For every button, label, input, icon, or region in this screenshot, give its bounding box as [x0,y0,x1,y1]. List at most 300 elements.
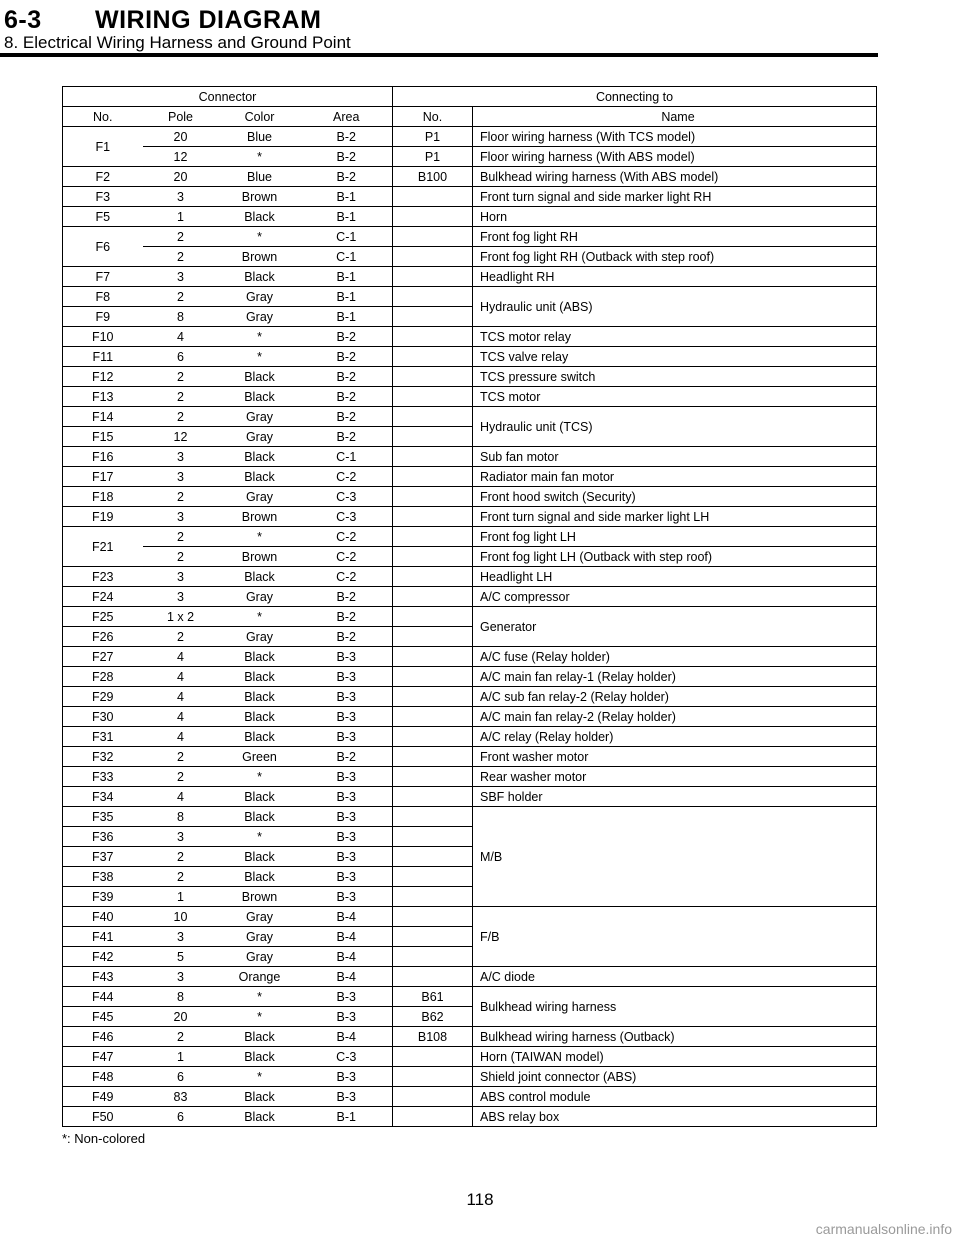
cell-area: C-1 [301,447,393,467]
table-row [63,187,877,207]
cell-connector-no: F38 [63,867,143,887]
footnote: *: Non-colored [62,1131,146,1146]
cell-to-no [393,587,473,607]
cell-to-no [393,707,473,727]
cell-area: B-3 [301,767,393,787]
cell-name: Horn [473,207,877,227]
table-row [63,567,877,587]
cell-name: Sub fan motor [473,447,877,467]
cell-to-no [393,487,473,507]
cell-area: B-4 [301,907,393,927]
cell-area: B-2 [301,607,393,627]
cell-pole: 2 [143,1027,219,1047]
cell-area: B-3 [301,807,393,827]
connecting-to-group-header: Connecting to [393,87,877,107]
cell-area: B-2 [301,327,393,347]
cell-pole: 3 [143,447,219,467]
cell-connector-no: F37 [63,847,143,867]
cell-to-no [393,367,473,387]
cell-color: Gray [219,947,301,967]
cell-connector-no: F33 [63,767,143,787]
cell-pole: 6 [143,1067,219,1087]
cell-pole: 3 [143,967,219,987]
cell-connector-no: F17 [63,467,143,487]
cell-name: Generator [473,607,877,647]
cell-area: B-3 [301,1067,393,1087]
cell-color: Black [219,1107,301,1127]
cell-to-no [393,967,473,987]
cell-name: A/C sub fan relay-2 (Relay holder) [473,687,877,707]
cell-name: Bulkhead wiring harness (Outback) [473,1027,877,1047]
cell-name: A/C relay (Relay holder) [473,727,877,747]
cell-area: B-4 [301,967,393,987]
cell-name: Front fog light LH (Outback with step roof) [473,547,877,567]
cell-pole: 4 [143,667,219,687]
cell-connector-no: F39 [63,887,143,907]
cell-pole: 10 [143,907,219,927]
cell-area: B-1 [301,287,393,307]
cell-to-no [393,307,473,327]
cell-area: B-3 [301,847,393,867]
cell-color: Brown [219,507,301,527]
cell-pole: 2 [143,387,219,407]
cell-area: B-3 [301,827,393,847]
cell-connector-no: F8 [63,287,143,307]
cell-to-no [393,287,473,307]
cell-color: * [219,827,301,847]
cell-to-no [393,887,473,907]
cell-pole: 6 [143,1107,219,1127]
cell-pole: 1 x 2 [143,607,219,627]
cell-pole: 2 [143,247,219,267]
cell-connector-no: F24 [63,587,143,607]
cell-pole: 3 [143,267,219,287]
cell-name: Bulkhead wiring harness [473,987,877,1027]
cell-connector-no: F11 [63,347,143,367]
cell-color: Gray [219,627,301,647]
cell-connector-no: F30 [63,707,143,727]
group-header-row [63,87,877,107]
cell-color: Blue [219,127,301,147]
cell-color: Black [219,807,301,827]
table-row [63,327,877,347]
table-row [63,507,877,527]
cell-to-no: B108 [393,1027,473,1047]
cell-pole: 2 [143,487,219,507]
cell-pole: 8 [143,987,219,1007]
cell-area: C-2 [301,547,393,567]
cell-connector-no: F28 [63,667,143,687]
cell-pole: 12 [143,427,219,447]
cell-color: * [219,147,301,167]
cell-color: Gray [219,427,301,447]
cell-pole: 2 [143,367,219,387]
cell-area: C-3 [301,487,393,507]
cell-area: B-2 [301,747,393,767]
cell-pole: 2 [143,547,219,567]
cell-name: Rear washer motor [473,767,877,787]
col-header-to-no: No. [393,107,473,127]
cell-connector-no: F15 [63,427,143,447]
cell-pole: 4 [143,787,219,807]
cell-color: * [219,327,301,347]
cell-color: * [219,767,301,787]
cell-name: Horn (TAIWAN model) [473,1047,877,1067]
cell-color: Black [219,707,301,727]
cell-connector-no: F23 [63,567,143,587]
cell-connector-no: F41 [63,927,143,947]
cell-pole: 2 [143,847,219,867]
cell-color: Black [219,847,301,867]
cell-area: B-2 [301,127,393,147]
cell-area: B-3 [301,987,393,1007]
cell-name: ABS relay box [473,1107,877,1127]
cell-area: B-3 [301,707,393,727]
table-row [63,407,877,427]
cell-to-no [393,1047,473,1067]
cell-to-no: P1 [393,147,473,167]
cell-pole: 8 [143,807,219,827]
cell-to-no [393,647,473,667]
cell-connector-no: F10 [63,327,143,347]
cell-color: Black [219,1047,301,1067]
cell-to-no [393,947,473,967]
cell-pole: 2 [143,767,219,787]
table-row [63,587,877,607]
cell-connector-no: F32 [63,747,143,767]
cell-area: C-3 [301,507,393,527]
cell-connector-no: F27 [63,647,143,667]
cell-color: Black [219,1027,301,1047]
cell-pole: 20 [143,127,219,147]
cell-pole: 1 [143,887,219,907]
cell-pole: 4 [143,727,219,747]
cell-connector-no: F44 [63,987,143,1007]
cell-name: Radiator main fan motor [473,467,877,487]
cell-to-no [393,767,473,787]
cell-to-no [393,927,473,947]
cell-name: Headlight RH [473,267,877,287]
cell-pole: 4 [143,707,219,727]
cell-pole: 2 [143,627,219,647]
connector-table-body [63,127,877,1127]
cell-connector-no: F36 [63,827,143,847]
cell-to-no [393,327,473,347]
cell-name: Front fog light RH (Outback with step roof) [473,247,877,267]
cell-name: F/B [473,907,877,967]
cell-pole: 3 [143,927,219,947]
cell-connector-no: F47 [63,1047,143,1067]
cell-to-no [393,547,473,567]
cell-pole: 4 [143,327,219,347]
cell-area: B-3 [301,1007,393,1027]
cell-connector-no: F34 [63,787,143,807]
cell-to-no [393,467,473,487]
cell-connector-no: F6 [63,227,143,267]
cell-connector-no: F29 [63,687,143,707]
cell-color: Black [219,207,301,227]
cell-pole: 5 [143,947,219,967]
cell-area: B-1 [301,307,393,327]
cell-area: B-3 [301,887,393,907]
cell-area: C-1 [301,227,393,247]
cell-area: C-2 [301,567,393,587]
cell-color: Black [219,727,301,747]
cell-name: TCS pressure switch [473,367,877,387]
cell-connector-no: F49 [63,1087,143,1107]
table-row [63,987,877,1007]
cell-to-no: B100 [393,167,473,187]
cell-pole: 6 [143,347,219,367]
table-row [63,207,877,227]
cell-color: Black [219,567,301,587]
cell-pole: 1 [143,207,219,227]
cell-color: Brown [219,247,301,267]
cell-to-no [393,567,473,587]
cell-pole: 8 [143,307,219,327]
cell-color: Gray [219,907,301,927]
cell-to-no [393,1067,473,1087]
cell-pole: 4 [143,647,219,667]
cell-area: B-4 [301,1027,393,1047]
cell-area: B-3 [301,1087,393,1107]
cell-area: B-3 [301,667,393,687]
cell-name: TCS valve relay [473,347,877,367]
cell-connector-no: F13 [63,387,143,407]
cell-connector-no: F40 [63,907,143,927]
cell-name: A/C main fan relay-1 (Relay holder) [473,667,877,687]
cell-name: Front washer motor [473,747,877,767]
cell-color: Black [219,387,301,407]
table-row [63,667,877,687]
cell-name: A/C diode [473,967,877,987]
cell-area: B-1 [301,1107,393,1127]
col-header-area: Area [301,107,393,127]
cell-connector-no: F5 [63,207,143,227]
cell-to-no [393,507,473,527]
cell-to-no [393,407,473,427]
watermark: carmanualsonline.info [815,1221,952,1237]
col-header-no: No. [63,107,143,127]
table-row [63,1027,877,1047]
cell-color: Brown [219,887,301,907]
cell-area: B-2 [301,387,393,407]
cell-name: TCS motor relay [473,327,877,347]
cell-connector-no: F19 [63,507,143,527]
cell-pole: 3 [143,467,219,487]
table-row [63,607,877,627]
cell-color: Black [219,367,301,387]
cell-pole: 3 [143,587,219,607]
cell-color: Gray [219,287,301,307]
cell-connector-no: F9 [63,307,143,327]
cell-name: A/C main fan relay-2 (Relay holder) [473,707,877,727]
table-row [63,647,877,667]
cell-connector-no: F48 [63,1067,143,1087]
cell-color: Brown [219,187,301,207]
cell-name: A/C fuse (Relay holder) [473,647,877,667]
cell-connector-no: F21 [63,527,143,567]
cell-color: Gray [219,927,301,947]
cell-name: M/B [473,807,877,907]
cell-name: Shield joint connector (ABS) [473,1067,877,1087]
table-row [63,907,877,927]
cell-color: Gray [219,487,301,507]
cell-name: Hydraulic unit (TCS) [473,407,877,447]
cell-name: ABS control module [473,1087,877,1107]
table-row [63,1047,877,1067]
cell-color: Green [219,747,301,767]
table-row [63,247,877,267]
cell-color: Gray [219,307,301,327]
connector-group-header: Connector [63,87,393,107]
table-row [63,487,877,507]
cell-pole: 20 [143,167,219,187]
cell-connector-no: F12 [63,367,143,387]
cell-area: B-2 [301,367,393,387]
cell-pole: 1 [143,1047,219,1067]
table-row [63,347,877,367]
table-row [63,747,877,767]
cell-name: Front fog light RH [473,227,877,247]
cell-name: Front turn signal and side marker light RH [473,187,877,207]
cell-color: Blue [219,167,301,187]
cell-pole: 12 [143,147,219,167]
cell-connector-no: F16 [63,447,143,467]
table-row [63,227,877,247]
cell-color: Orange [219,967,301,987]
cell-to-no [393,607,473,627]
table-row [63,787,877,807]
cell-color: * [219,227,301,247]
cell-area: B-2 [301,587,393,607]
table-row [63,387,877,407]
cell-area: C-2 [301,467,393,487]
cell-to-no [393,427,473,447]
cell-connector-no: F50 [63,1107,143,1127]
cell-area: B-2 [301,407,393,427]
cell-connector-no: F35 [63,807,143,827]
cell-to-no [393,527,473,547]
cell-color: Black [219,787,301,807]
table-row [63,807,877,827]
cell-color: Gray [219,407,301,427]
cell-area: B-3 [301,787,393,807]
cell-area: B-3 [301,867,393,887]
table-row [63,287,877,307]
cell-name: Front turn signal and side marker light LH [473,507,877,527]
cell-to-no [393,1107,473,1127]
col-header-color: Color [219,107,301,127]
cell-pole: 4 [143,687,219,707]
table-row [63,1107,877,1127]
cell-area: C-1 [301,247,393,267]
cell-area: B-1 [301,187,393,207]
cell-color: Black [219,447,301,467]
cell-pole: 3 [143,507,219,527]
cell-color: * [219,1007,301,1027]
cell-area: B-2 [301,167,393,187]
cell-area: B-3 [301,687,393,707]
column-header-row [63,107,877,127]
cell-pole: 2 [143,227,219,247]
cell-color: Black [219,267,301,287]
cell-pole: 3 [143,827,219,847]
cell-connector-no: F42 [63,947,143,967]
cell-connector-no: F46 [63,1027,143,1047]
cell-color: Black [219,667,301,687]
cell-pole: 2 [143,287,219,307]
cell-to-no: B61 [393,987,473,1007]
cell-name: Floor wiring harness (With ABS model) [473,147,877,167]
cell-color: Black [219,687,301,707]
table-row [63,727,877,747]
cell-connector-no: F7 [63,267,143,287]
cell-pole: 83 [143,1087,219,1107]
cell-name: Front hood switch (Security) [473,487,877,507]
cell-pole: 2 [143,747,219,767]
cell-area: B-4 [301,927,393,947]
cell-area: B-2 [301,147,393,167]
cell-connector-no: F26 [63,627,143,647]
table-row [63,547,877,567]
cell-color: Black [219,647,301,667]
table-row [63,527,877,547]
cell-connector-no: F1 [63,127,143,167]
page-number: 118 [466,1190,494,1209]
cell-name: TCS motor [473,387,877,407]
cell-to-no [393,807,473,827]
table-row [63,1087,877,1107]
cell-name: SBF holder [473,787,877,807]
cell-to-no: B62 [393,1007,473,1027]
cell-connector-no: F2 [63,167,143,187]
cell-to-no [393,187,473,207]
cell-connector-no: F45 [63,1007,143,1027]
cell-area: B-2 [301,427,393,447]
cell-to-no [393,907,473,927]
cell-area: B-2 [301,347,393,367]
cell-area: C-2 [301,527,393,547]
cell-color: Brown [219,547,301,567]
table-row [63,167,877,187]
table-row [63,447,877,467]
cell-area: B-1 [301,207,393,227]
table-row [63,127,877,147]
cell-area: B-1 [301,267,393,287]
table-row [63,467,877,487]
cell-name: A/C compressor [473,587,877,607]
table-row [63,367,877,387]
cell-to-no [393,667,473,687]
cell-to-no [393,247,473,267]
cell-name: Hydraulic unit (ABS) [473,287,877,327]
cell-to-no [393,747,473,767]
cell-to-no [393,447,473,467]
cell-to-no [393,347,473,367]
cell-color: Black [219,1087,301,1107]
cell-to-no [393,627,473,647]
cell-to-no [393,847,473,867]
cell-pole: 2 [143,407,219,427]
cell-name: Floor wiring harness (With TCS model) [473,127,877,147]
cell-area: C-3 [301,1047,393,1067]
cell-color: * [219,527,301,547]
cell-name: Headlight LH [473,567,877,587]
cell-to-no [393,207,473,227]
cell-color: * [219,987,301,1007]
col-header-pole: Pole [143,107,219,127]
